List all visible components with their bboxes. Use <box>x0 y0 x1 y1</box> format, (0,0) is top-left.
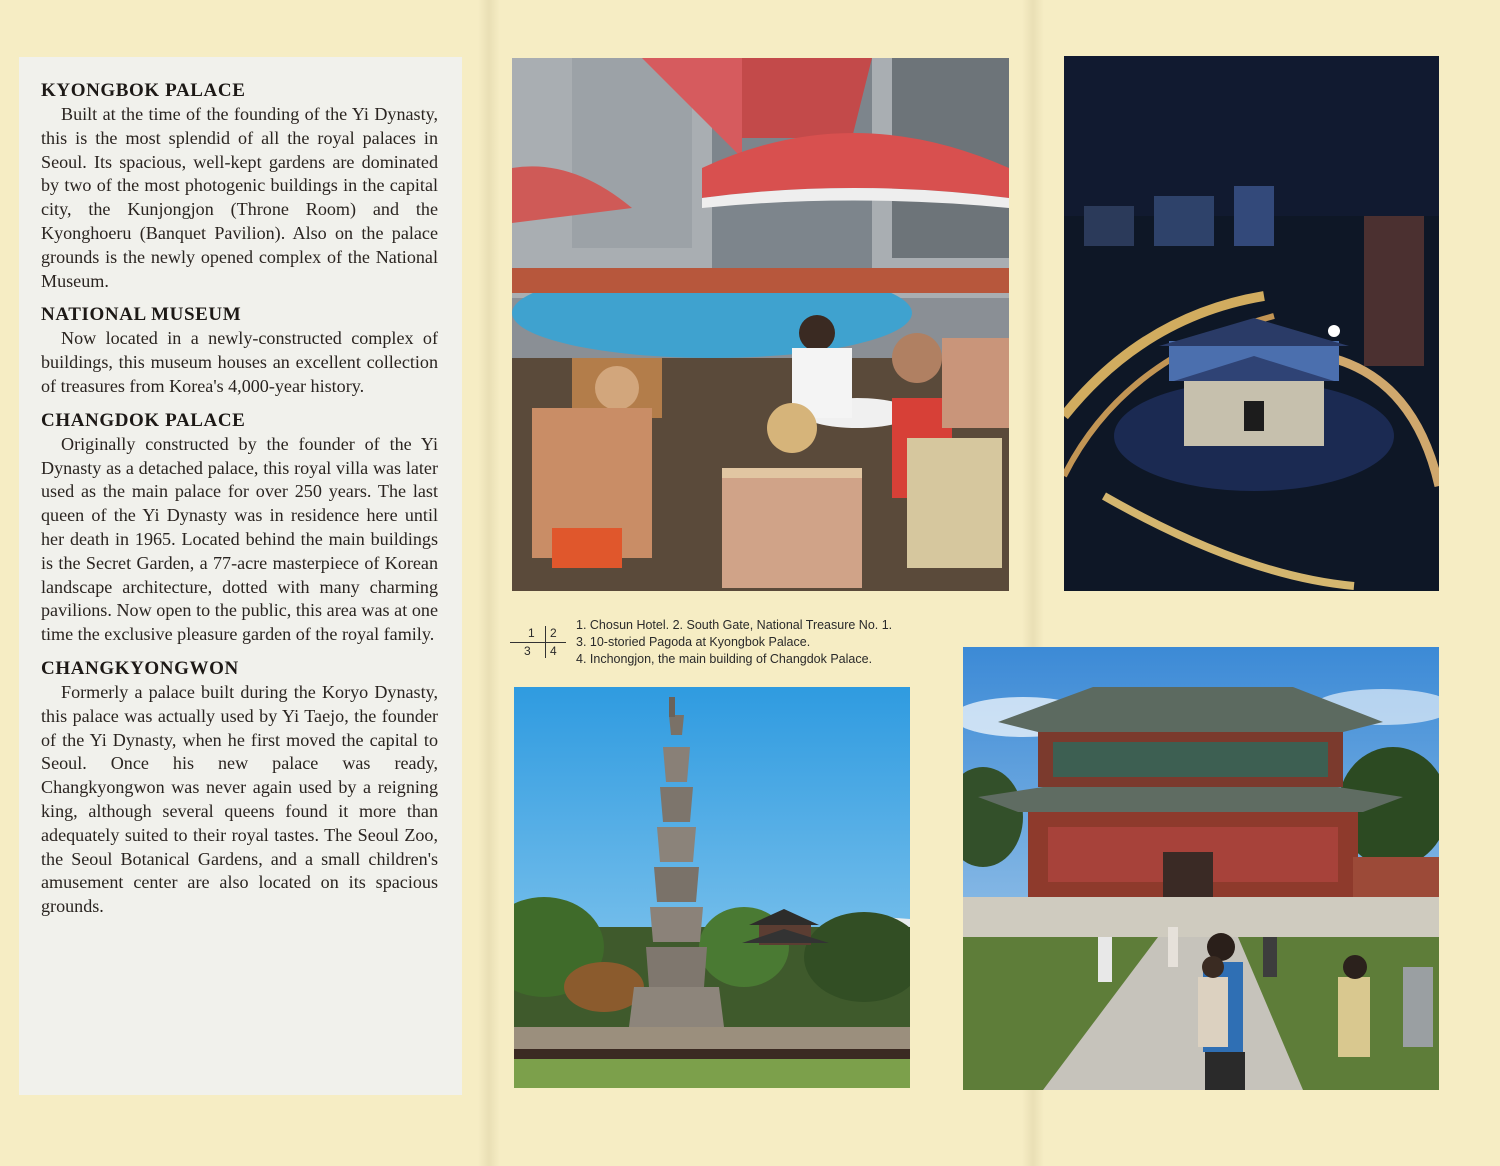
section-heading: CHANGDOK PALACE <box>41 409 246 431</box>
photo-position-key <box>510 624 568 660</box>
key-divider-horizontal <box>510 642 566 643</box>
caption-line: 1. Chosun Hotel. 2. South Gate, National Treasure No. 1. <box>576 618 893 632</box>
section-national-museum <box>41 303 438 398</box>
text-panel <box>19 57 462 1095</box>
key-number: 4 <box>550 644 557 658</box>
south-gate-night-photo <box>1064 56 1439 591</box>
section-body: Formerly a palace built during the Koryo Dynasty, this palace was actually used by Yi Taejo, the founder of the Yi Dynasty, when he first moved the capital to Seoul. Once his new palace was ready, Changkyongwon was never again used by a reigning king, although several queens found it more than adequately suited to their royal tastes. The Seoul Zoo, the Seoul Botanical Gardens, and a small children's amusement center are also located on its spacious grounds. <box>41 681 438 917</box>
section-body: Now located in a newly-constructed complex of buildings, this museum houses an excellent collection of treasures from Korea's 4,000-year history. <box>41 328 438 396</box>
photo-caption <box>510 615 970 675</box>
pagoda-photo <box>514 687 910 1088</box>
fold-line-left <box>478 0 500 1166</box>
key-number: 3 <box>524 644 531 658</box>
section-heading: NATIONAL MUSEUM <box>41 304 242 326</box>
section-heading: KYONGBOK PALACE <box>41 80 246 101</box>
section-kyongbok-palace <box>41 79 438 293</box>
section-body: Built at the time of the founding of the Yi Dynasty, this is the most splendid of all the royal palaces in Seoul. Its spacious, well-kept gardens are dominated by two of the most photogenic buildings in the capital city, the Kunjongjon (Throne Room) and the Kyonghoeru (Banquet Pavilion). Also on the palace grounds is the newly opened complex of the National Museum. <box>41 104 438 291</box>
section-heading: CHANGKYONGWON <box>41 657 239 679</box>
section-changkyongwon <box>41 657 438 919</box>
key-divider-vertical <box>545 626 546 658</box>
inchongjon-photo <box>963 647 1439 1090</box>
caption-line: 3. 10-storied Pagoda at Kyongbok Palace. <box>576 635 811 649</box>
section-body: Originally constructed by the founder of the Yi Dynasty as a detached palace, this royal villa was later used as the main palace for over 250 years. The last queen of the Yi Dynasty was in residence here until her death in 1965. Located behind the main buildings is the Secret Garden, a 77-acre masterpiece of Korean landscape architecture, dotted with many charming pavilions. Now open to the public, this area was at one time the exclusive pleasure garden of the royal family. <box>41 433 438 645</box>
caption-line: 4. Inchongjon, the main building of Changdok Palace. <box>576 652 873 666</box>
hotel-poolside-photo <box>512 58 1009 591</box>
key-number: 2 <box>550 626 557 640</box>
section-changdok-palace <box>41 409 438 647</box>
caption-lines <box>576 617 976 668</box>
key-number: 1 <box>528 626 535 640</box>
